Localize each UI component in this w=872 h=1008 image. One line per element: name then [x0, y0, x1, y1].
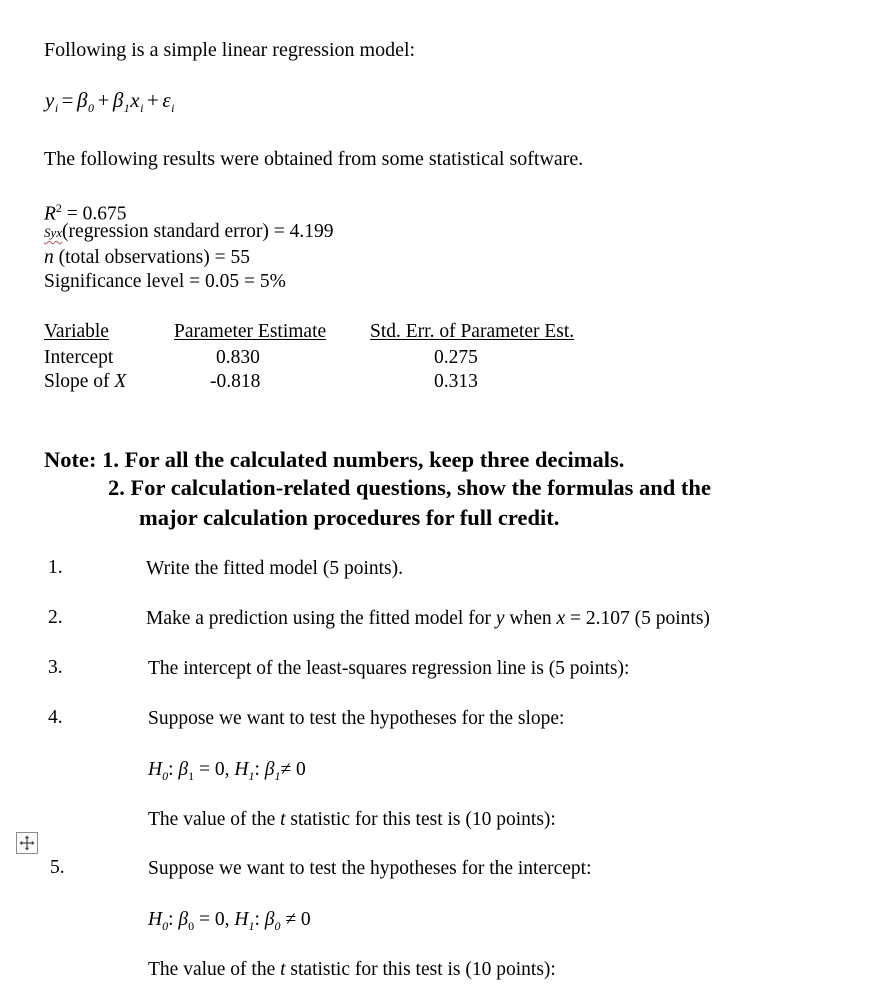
question-4-tstat-text: The value of the t statistic for this test is (10 points): — [148, 809, 556, 830]
move-handle-icon[interactable] — [16, 832, 38, 854]
note-line-1: Note: 1. For all the calculated numbers, keep three decimals. — [44, 447, 625, 472]
question-3-text: The intercept of the least-squares regression line is (5 points): — [148, 658, 630, 679]
question-4-text: Suppose we want to test the hypotheses for the slope: — [148, 708, 565, 729]
question-3-number: 3. — [48, 657, 63, 678]
syx-line: Syx(regression standard error) = 4.199 — [44, 221, 334, 242]
regression-equation: $y_i = \beta_0 + \beta_1x_i + \varepsilon_i$ — [45, 88, 175, 116]
table-header-stderr: Std. Err. of Parameter Est. — [370, 321, 575, 342]
table-header-variable: Variable — [44, 321, 109, 342]
intro-text: Following is a simple linear regression model: — [44, 39, 416, 61]
table-header-estimate: Parameter Estimate — [174, 321, 327, 342]
question-2-text: Make a prediction using the fitted model for y when x = 2.107 (5 points) — [146, 608, 710, 629]
question-5-tstat-text: The value of the t statistic for this test is (10 points): — [148, 959, 556, 980]
table-row-slope-stderr: 0.313 — [434, 371, 478, 392]
significance-line: Significance level = 0.05 = 5% — [44, 271, 286, 292]
table-row-intercept-stderr: 0.275 — [434, 347, 478, 368]
question-5-hypotheses: $H_0$: $\beta_0 = 0$, $H_1$: $\beta_0 \ne 0$ — [148, 909, 311, 933]
question-5-text: Suppose we want to test the hypotheses for the intercept: — [148, 858, 592, 879]
question-5-number: 5. — [50, 857, 65, 878]
note-line-2: 2. For calculation-related questions, show the formulas and the — [108, 475, 711, 500]
question-4-hypotheses: $H_0$: $\beta_1 = 0$, $H_1$: $\beta_1\ne 0$ — [148, 759, 306, 783]
r-squared-line: $R^2 = 0.675$ — [44, 201, 127, 225]
question-1-text: Write the fitted model (5 points). — [146, 558, 403, 579]
table-row-slope-estimate: -0.818 — [210, 371, 261, 392]
results-intro-text: The following results were obtained from some statistical software. — [44, 148, 584, 170]
note-line-3: major calculation procedures for full credit. — [139, 505, 560, 530]
table-row-intercept-estimate: 0.830 — [216, 347, 260, 368]
question-1-number: 1. — [48, 557, 63, 578]
n-line: n (total observations) = 55 — [44, 247, 250, 268]
question-2-number: 2. — [48, 607, 63, 628]
question-4-number: 4. — [48, 707, 63, 728]
table-row-slope-variable: Slope of X — [44, 371, 127, 392]
table-row-intercept-variable: Intercept — [44, 347, 114, 368]
